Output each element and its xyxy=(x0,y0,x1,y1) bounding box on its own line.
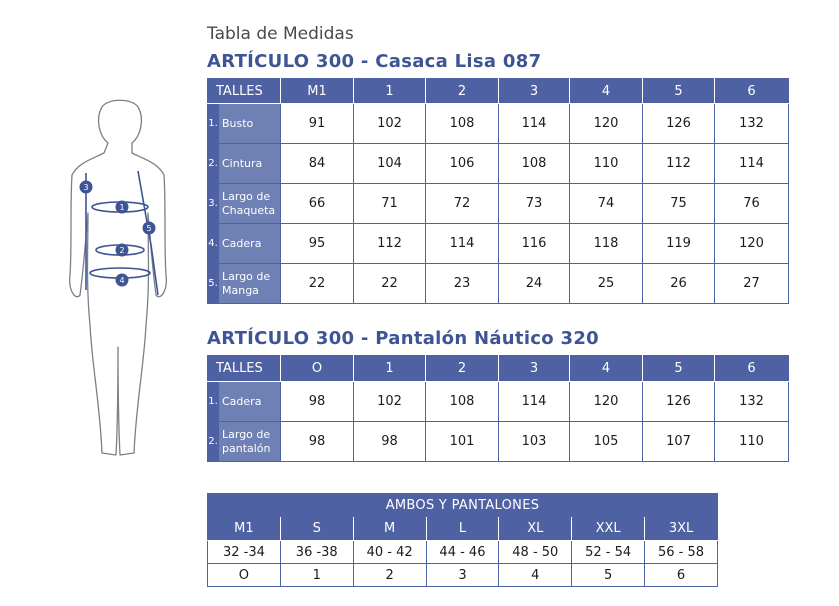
table1-header-cell: 6 xyxy=(715,79,789,104)
table-cell: O xyxy=(208,564,281,587)
table-cell: 66 xyxy=(281,184,354,224)
table-cell: 118 xyxy=(570,224,643,264)
row-label: Largo de pantalón xyxy=(219,422,281,462)
table2-header-cell: 1 xyxy=(354,356,426,382)
row-number: 4. xyxy=(208,224,219,264)
table-cell: 120 xyxy=(715,224,789,264)
row-label: Cintura xyxy=(219,144,281,184)
table-cell: 5 xyxy=(572,564,645,587)
table1-header-cell: 2 xyxy=(426,79,499,104)
table3-title-row xyxy=(208,494,718,517)
table-cell: 32 -34 xyxy=(208,541,281,564)
table-cell: 2 xyxy=(353,564,426,587)
table-cell: 98 xyxy=(354,422,426,462)
table3-header-cell: M xyxy=(353,517,426,541)
table-cell: 91 xyxy=(281,104,354,144)
table-cell: 56 - 58 xyxy=(645,541,718,564)
table2-header-cell: 6 xyxy=(715,356,789,382)
table1-header-row xyxy=(208,79,789,104)
table-cell: 40 - 42 xyxy=(353,541,426,564)
table1-header-cell: M1 xyxy=(281,79,354,104)
row-number: 1. xyxy=(208,382,219,422)
table-cell: 103 xyxy=(499,422,570,462)
table1-header-cell: 4 xyxy=(570,79,643,104)
marker-1-label: 1 xyxy=(119,203,125,212)
table-cell: 44 - 46 xyxy=(426,541,499,564)
table1-header-cell: 5 xyxy=(643,79,715,104)
table-cell: 108 xyxy=(426,104,499,144)
table-cell: 52 - 54 xyxy=(572,541,645,564)
table1-header-cell: 3 xyxy=(499,79,570,104)
marker-3-label: 3 xyxy=(83,183,89,192)
pants-size-table xyxy=(207,355,789,462)
row-label: Largo de Manga xyxy=(219,264,281,304)
table3-row-ranges xyxy=(208,541,718,564)
table1-header-talles: TALLES xyxy=(208,79,281,104)
table-cell: 108 xyxy=(426,382,499,422)
table-cell: 84 xyxy=(281,144,354,184)
table3-header-cell: S xyxy=(280,517,353,541)
table-cell: 36 -38 xyxy=(280,541,353,564)
table2-header-cell: 5 xyxy=(643,356,715,382)
table-cell: 75 xyxy=(643,184,715,224)
table-cell: 76 xyxy=(715,184,789,224)
table-cell: 114 xyxy=(499,382,570,422)
table-cell: 116 xyxy=(499,224,570,264)
table-cell: 74 xyxy=(570,184,643,224)
table-cell: 120 xyxy=(570,104,643,144)
table-cell: 114 xyxy=(426,224,499,264)
row-number: 1. xyxy=(208,104,219,144)
table-cell: 48 - 50 xyxy=(499,541,572,564)
table1-row-largo-chaqueta xyxy=(208,184,789,224)
table2-header-cell: O xyxy=(281,356,354,382)
table-cell: 102 xyxy=(354,382,426,422)
row-number: 2. xyxy=(208,422,219,462)
table-cell: 114 xyxy=(499,104,570,144)
table-cell: 110 xyxy=(715,422,789,462)
table2-title: ARTÍCULO 300 - Pantalón Náutico 320 xyxy=(207,328,599,349)
table-cell: 104 xyxy=(354,144,426,184)
table-cell: 1 xyxy=(280,564,353,587)
table2-header-talles: TALLES xyxy=(208,356,281,382)
row-label: Busto xyxy=(219,104,281,144)
table-cell: 24 xyxy=(499,264,570,304)
table-cell: 119 xyxy=(643,224,715,264)
table-cell: 132 xyxy=(715,104,789,144)
table-cell: 107 xyxy=(643,422,715,462)
table1-row-busto xyxy=(208,104,789,144)
table3-header-cell: XL xyxy=(499,517,572,541)
row-number: 3. xyxy=(208,184,219,224)
table-cell: 22 xyxy=(281,264,354,304)
table-cell: 114 xyxy=(715,144,789,184)
table3-header-cell: 3XL xyxy=(645,517,718,541)
table-cell: 3 xyxy=(426,564,499,587)
table1-row-largo-manga xyxy=(208,264,789,304)
table-cell: 126 xyxy=(643,382,715,422)
table2-header-row xyxy=(208,356,789,382)
size-conversion-table xyxy=(207,493,718,587)
table2-row-largo-pantalon xyxy=(208,422,789,462)
table-cell: 108 xyxy=(499,144,570,184)
table-cell: 25 xyxy=(570,264,643,304)
table1-row-cadera xyxy=(208,224,789,264)
table-cell: 110 xyxy=(570,144,643,184)
row-label: Largo de Chaqueta xyxy=(219,184,281,224)
table-cell: 26 xyxy=(643,264,715,304)
table2-header-cell: 3 xyxy=(499,356,570,382)
table-cell: 72 xyxy=(426,184,499,224)
table-cell: 4 xyxy=(499,564,572,587)
jacket-size-table xyxy=(207,78,789,304)
table1-row-cintura xyxy=(208,144,789,184)
table2-header-cell: 2 xyxy=(426,356,499,382)
table-cell: 132 xyxy=(715,382,789,422)
marker-5-label: 5 xyxy=(146,224,152,233)
table3-header-row xyxy=(208,517,718,541)
table-cell: 106 xyxy=(426,144,499,184)
table3-row-talles xyxy=(208,564,718,587)
table-cell: 102 xyxy=(354,104,426,144)
row-label: Cadera xyxy=(219,382,281,422)
row-number: 5. xyxy=(208,264,219,304)
row-number: 2. xyxy=(208,144,219,184)
table-cell: 126 xyxy=(643,104,715,144)
table-cell: 71 xyxy=(354,184,426,224)
table1-title: ARTÍCULO 300 - Casaca Lisa 087 xyxy=(207,51,542,72)
marker-2-label: 2 xyxy=(119,246,125,255)
table2-header-cell: 4 xyxy=(570,356,643,382)
table3-header-cell: M1 xyxy=(208,517,281,541)
table-cell: 73 xyxy=(499,184,570,224)
table-cell: 120 xyxy=(570,382,643,422)
table-cell: 98 xyxy=(281,382,354,422)
table1-header-cell: 1 xyxy=(354,79,426,104)
marker-4-label: 4 xyxy=(119,276,125,285)
table-cell: 112 xyxy=(354,224,426,264)
table3-header-cell: XXL xyxy=(572,517,645,541)
table-cell: 23 xyxy=(426,264,499,304)
table-cell: 98 xyxy=(281,422,354,462)
page-subtitle: Tabla de Medidas xyxy=(207,24,354,44)
row-label: Cadera xyxy=(219,224,281,264)
table-cell: 112 xyxy=(643,144,715,184)
table-cell: 95 xyxy=(281,224,354,264)
table3-header-cell: L xyxy=(426,517,499,541)
table2-row-cadera xyxy=(208,382,789,422)
table-cell: 22 xyxy=(354,264,426,304)
table-cell: 27 xyxy=(715,264,789,304)
table-cell: 105 xyxy=(570,422,643,462)
table-cell: 101 xyxy=(426,422,499,462)
body-measurement-figure xyxy=(60,95,180,475)
table3-title: AMBOS Y PANTALONES xyxy=(208,494,718,517)
table-cell: 6 xyxy=(645,564,718,587)
